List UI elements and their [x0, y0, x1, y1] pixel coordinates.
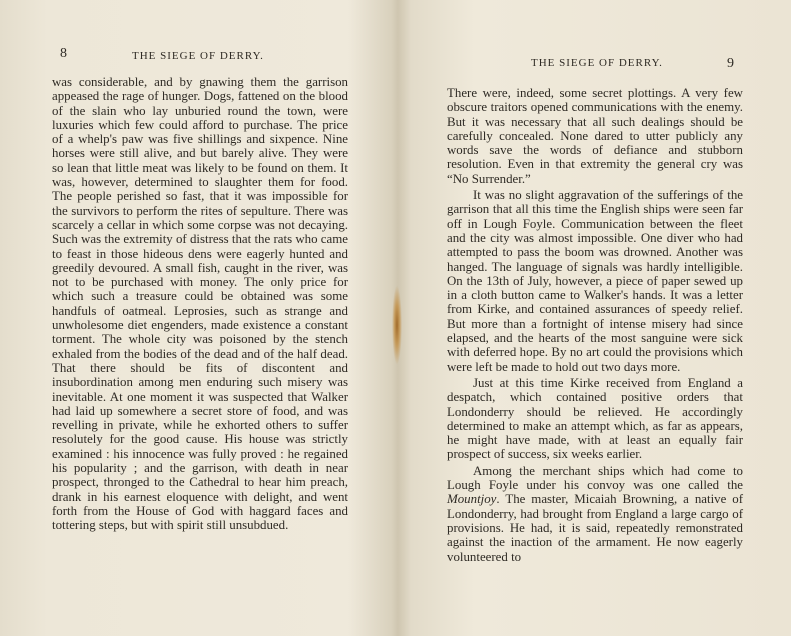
paragraph-text: Among the merchant ships which had come to Lough Foyle under his convoy was one called the [447, 463, 743, 493]
paragraph-text: . The master, Micaiah Browning, a native of Londonderry, had brought from England a large cargo of provisions. He had, it is said, repeatedly remonstrated against the inaction of the armament. He now eagerly volunteered to [447, 492, 743, 564]
right-page-body [447, 86, 743, 564]
paragraph: Just at this time Kirke received from England a despatch, which contained positive orders that Londonderry should be relieved. He accordingly determined to make an attempt which, as far as appears, he might have made, with at least an equally fair prospect of success, six weeks earlier. [447, 375, 743, 462]
running-head-right: THE SIEGE OF DERRY. [531, 57, 663, 69]
page-number-right: 9 [727, 56, 734, 71]
left-page [0, 0, 395, 636]
page-number-left: 8 [60, 46, 67, 61]
paragraph: There were, indeed, some secret plottings. A very few obscure traitors opened communications with the enemy. But it was necessary that all such dealings should be carefully concealed. None dared to utter publicly any words save the words of defiance and stubborn resolution. Even in that extremity the general cry was “No Surrender.” [447, 86, 743, 186]
paragraph: was considerable, and by gnawing them the garrison appeased the rage of hunger. Dogs, fattened on the blood of the slain who lay unburied round the town, were luxuries which few could afford to purchase. The price of a whelp's paw was five shillings and sixpence. Nine horses were still alive, and but barely alive. They were so lean that little meat was likely to be found on them. It was, however, determined to slaughter them for food. The people perished so fast, that it was impossible for the survivors to perform the rites of sepulture. There was scarcely a cellar in which some corpse was not decaying. Such was the extremity of distress that the rats who came to feast in those hideous dens were eagerly hunted and greedily devoured. A small fish, caught in the river, was not to be purchased with money. The only price for which such a treasure could be obtained was some handfuls of oatmeal. Leprosies, such as strange and unwholesome diet engenders, made existence a constant torment. The whole city was poisoned by the stench exhaled from the bodies of the dead and of the half dead. That there should be fits of discontent and insubordination among men enduring such misery was inevitable. At one moment it was suspected that Walker had laid up somewhere a secret store of food, and was revelling in private, while he exhorted others to suffer resolutely for the good cause. His house was strictly examined : his innocence was fully proved : he regained his popularity ; and the garrison, with death in near prospect, thronged to the Cathedral to hear him preach, drank in his earnest eloquence with delight, and went forth from the House of God with haggard faces and tottering steps, but with spirit still unsubdued. [52, 75, 348, 533]
running-head-left: THE SIEGE OF DERRY. [132, 50, 264, 62]
paragraph [447, 464, 743, 564]
ship-name: Mountjoy [447, 492, 497, 507]
left-page-body [52, 75, 348, 533]
right-page [397, 0, 791, 636]
paragraph: It was no slight aggravation of the sufferings of the garrison that all this time the English ships were seen far off in Lough Foyle. Communication between the fleet and the city was almost impossible. One diver who had attempted to pass the boom was drowned. Another was hanged. The language of signals was hardly intelligible. On the 13th of July, however, a piece of paper sewed up in a cloth button came to Walker's hands. It was a letter from Kirke, and contained assurances of speedy relief. But more than a fortnight of intense misery had since elapsed, and the hearts of the most sanguine were sick with deferred hope. By no art could the provisions which were left be made to hold out two days more. [447, 188, 743, 374]
